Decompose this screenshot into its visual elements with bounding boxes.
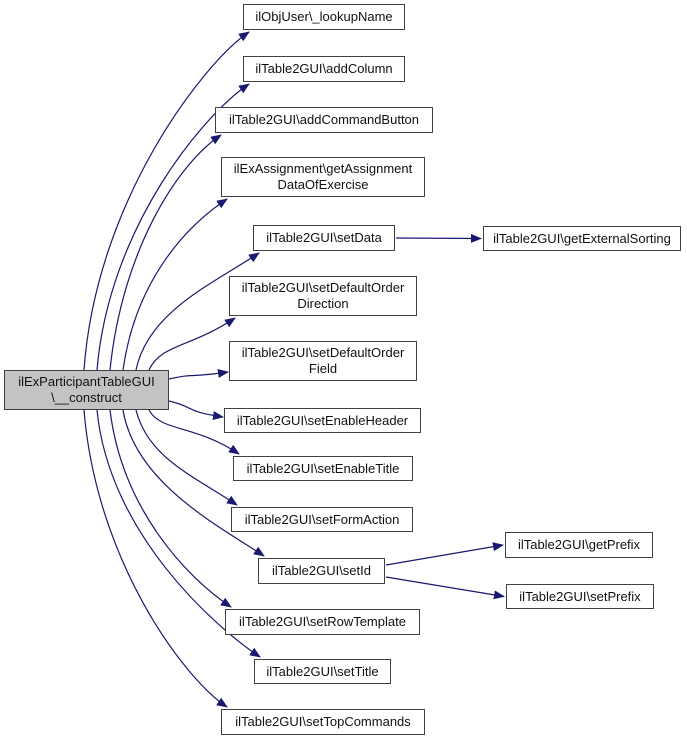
graph-node-getExternalSorting[interactable] bbox=[483, 226, 681, 251]
node-label-line: ilTable2GUI\setDefaultOrder bbox=[241, 345, 405, 360]
node-label-line: ilTable2GUI\setEnableHeader bbox=[236, 412, 409, 428]
graph-node-setFormAction[interactable] bbox=[231, 507, 413, 532]
graph-node-setEnableHeader[interactable] bbox=[224, 408, 421, 433]
node-label-line: ilTable2GUI\setPrefix bbox=[519, 588, 641, 604]
graph-node-setDefaultOrderField[interactable] bbox=[229, 341, 417, 381]
graph-node-lookupName[interactable] bbox=[243, 4, 405, 30]
node-label-line: ilTable2GUI\setTopCommands bbox=[235, 714, 411, 729]
graph-node-getAssignmentDataOfExercise[interactable] bbox=[221, 157, 425, 197]
graph-node-setData[interactable] bbox=[253, 225, 395, 251]
graph-node-getPrefix[interactable] bbox=[505, 532, 653, 558]
graph-node-addColumn[interactable] bbox=[243, 56, 405, 82]
node-label-line: ilExParticipantTableGUI bbox=[18, 374, 155, 389]
node-label-line: Field bbox=[308, 361, 338, 376]
node-label-line: ilExAssignment\getAssignment bbox=[233, 161, 413, 176]
graph-node-setPrefix[interactable] bbox=[506, 584, 654, 609]
node-label-line: ilTable2GUI\setData bbox=[266, 230, 382, 245]
node-label-line: DataOfExercise bbox=[277, 177, 369, 192]
node-label-line: ilObjUser\_lookupName bbox=[255, 9, 393, 24]
node-label-line: ilTable2GUI\getPrefix bbox=[517, 537, 641, 552]
node-label-line: ilTable2GUI\addCommandButton bbox=[228, 112, 420, 127]
node-label-line: \__construct bbox=[51, 390, 122, 405]
graph-node-setEnableTitle[interactable] bbox=[233, 456, 413, 481]
node-label-line: ilTable2GUI\setRowTemplate bbox=[239, 614, 406, 629]
node-label-line: Direction bbox=[297, 296, 349, 311]
graph-node-setRowTemplate[interactable] bbox=[225, 609, 420, 635]
node-label-line: ilTable2GUI\addColumn bbox=[255, 61, 393, 76]
graph-node-setId[interactable] bbox=[258, 558, 385, 584]
graph-node-setTitle[interactable] bbox=[254, 659, 391, 684]
node-label-line: ilTable2GUI\setDefaultOrder bbox=[241, 280, 405, 295]
graph-node-construct bbox=[4, 370, 169, 410]
graph-node-setDefaultOrderDirection[interactable] bbox=[229, 276, 417, 316]
graph-node-addCommandButton[interactable] bbox=[215, 107, 433, 133]
graph-node-setTopCommands[interactable] bbox=[221, 709, 425, 735]
node-label-line: ilTable2GUI\setId bbox=[272, 563, 371, 578]
node-label-line: ilTable2GUI\getExternalSorting bbox=[493, 230, 671, 246]
node-label-line: ilTable2GUI\setEnableTitle bbox=[246, 460, 400, 476]
node-label-line: ilTable2GUI\setFormAction bbox=[244, 511, 400, 527]
node-label-line: ilTable2GUI\setTitle bbox=[266, 663, 379, 679]
